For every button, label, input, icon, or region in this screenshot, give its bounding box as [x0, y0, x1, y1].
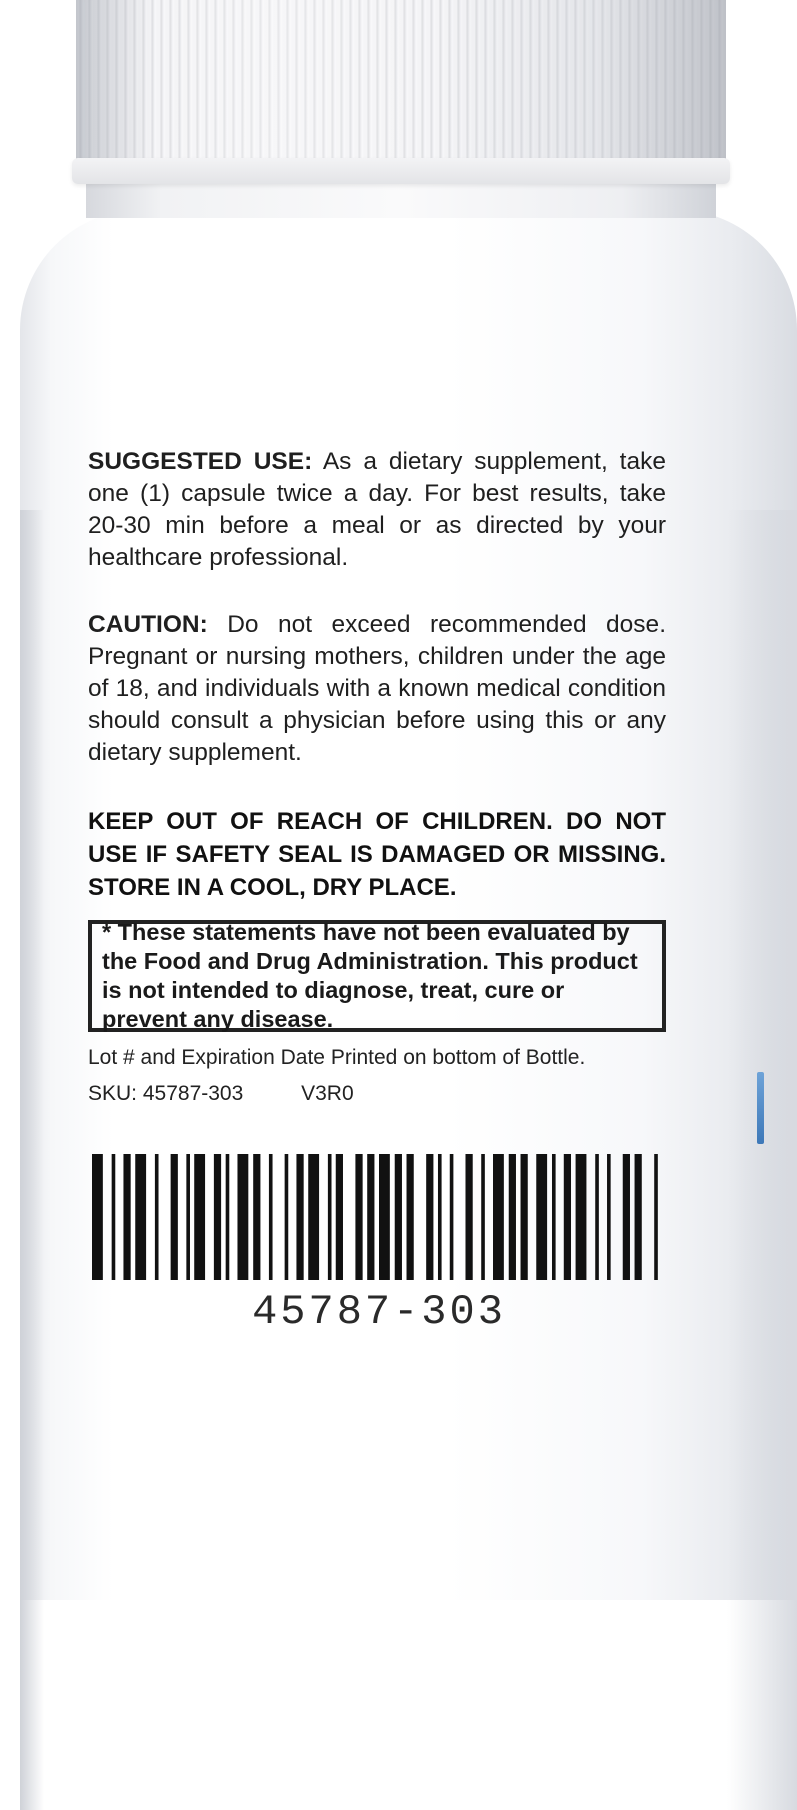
barcode-bar [395, 1154, 402, 1280]
fda-disclaimer-text: * These statements have not been evaluated by the Food and Drug Administration. This product is not intended to diagnose, treat, cure or prevent any disease. [102, 919, 638, 1032]
label-accent-stripe [757, 1072, 764, 1144]
suggested-use-heading: SUGGESTED USE: [88, 448, 313, 475]
caution-paragraph [88, 609, 666, 769]
barcode-bar [536, 1154, 547, 1280]
barcode-bar [465, 1154, 472, 1280]
lot-expiration-note: Lot # and Expiration Date Printed on bottom of Bottle. [88, 1046, 586, 1069]
barcode-bar [328, 1154, 332, 1280]
barcode-bar [607, 1154, 611, 1280]
barcode-bar [355, 1154, 362, 1280]
barcode-bar [155, 1154, 159, 1280]
barcode-bar [438, 1154, 442, 1280]
barcode-bar [521, 1154, 528, 1280]
barcode-bar [285, 1154, 289, 1280]
barcode-bar [552, 1154, 556, 1280]
fda-disclaimer-box [88, 920, 666, 1032]
barcode-bar [635, 1154, 642, 1280]
barcode-bar [623, 1154, 630, 1280]
barcode-bar [171, 1154, 178, 1280]
barcode [92, 1154, 666, 1280]
barcode-bar [450, 1154, 454, 1280]
warning-text: KEEP OUT OF REACH OF CHILDREN. DO NOT USE IF SAFETY SEAL IS DAMAGED OR MISSING. STORE IN A COOL, DRY PLACE. [88, 808, 666, 901]
barcode-bar [226, 1154, 230, 1280]
barcode-bar [379, 1154, 390, 1280]
barcode-bar [269, 1154, 273, 1280]
barcode-bar [214, 1154, 221, 1280]
barcode-bar [595, 1154, 599, 1280]
barcode-bar [186, 1154, 190, 1280]
barcode-bar [237, 1154, 248, 1280]
barcode-bar [564, 1154, 571, 1280]
version-code: V3R0 [301, 1082, 354, 1105]
caution-heading: CAUTION: [88, 611, 208, 638]
suggested-use-body: As a dietary supplement, take one (1) capsule twice a day. For best results, take 20-30 min before a meal or as directed by your healthcare professional. [88, 448, 666, 571]
barcode-bar [194, 1154, 205, 1280]
barcode-bar [509, 1154, 516, 1280]
sku-text: SKU: 45787-303 [88, 1082, 244, 1105]
sku-row [88, 1082, 666, 1106]
barcode-bar [135, 1154, 146, 1280]
bottle-cap [76, 0, 726, 182]
barcode-bar [253, 1154, 260, 1280]
barcode-bar [296, 1154, 303, 1280]
barcode-bar [367, 1154, 374, 1280]
supplement-label [88, 446, 666, 1106]
barcode-bar [576, 1154, 587, 1280]
caution-body: Do not exceed recommended dose. Pregnant or nursing mothers, children under the age of 18, and individuals with a known medical condition should consult a physician before using this or any dietary supplement. [88, 611, 666, 766]
barcode-number: 45787-303 [252, 1288, 506, 1336]
barcode-bar [112, 1154, 116, 1280]
suggested-use-paragraph [88, 446, 666, 574]
barcode-bar [123, 1154, 130, 1280]
barcode-bar [654, 1154, 658, 1280]
barcode-bar [308, 1154, 319, 1280]
bottle-shadow-left [20, 510, 44, 1810]
barcode-bar [407, 1154, 414, 1280]
barcode-bar [426, 1154, 433, 1280]
bottle-shadow-right [727, 510, 797, 1810]
bottle-neck [86, 182, 716, 218]
barcode-bar [92, 1154, 103, 1280]
bottle-cap-rim [72, 158, 730, 184]
barcode-bar [493, 1154, 504, 1280]
barcode-bar [481, 1154, 485, 1280]
barcode-bar [336, 1154, 343, 1280]
